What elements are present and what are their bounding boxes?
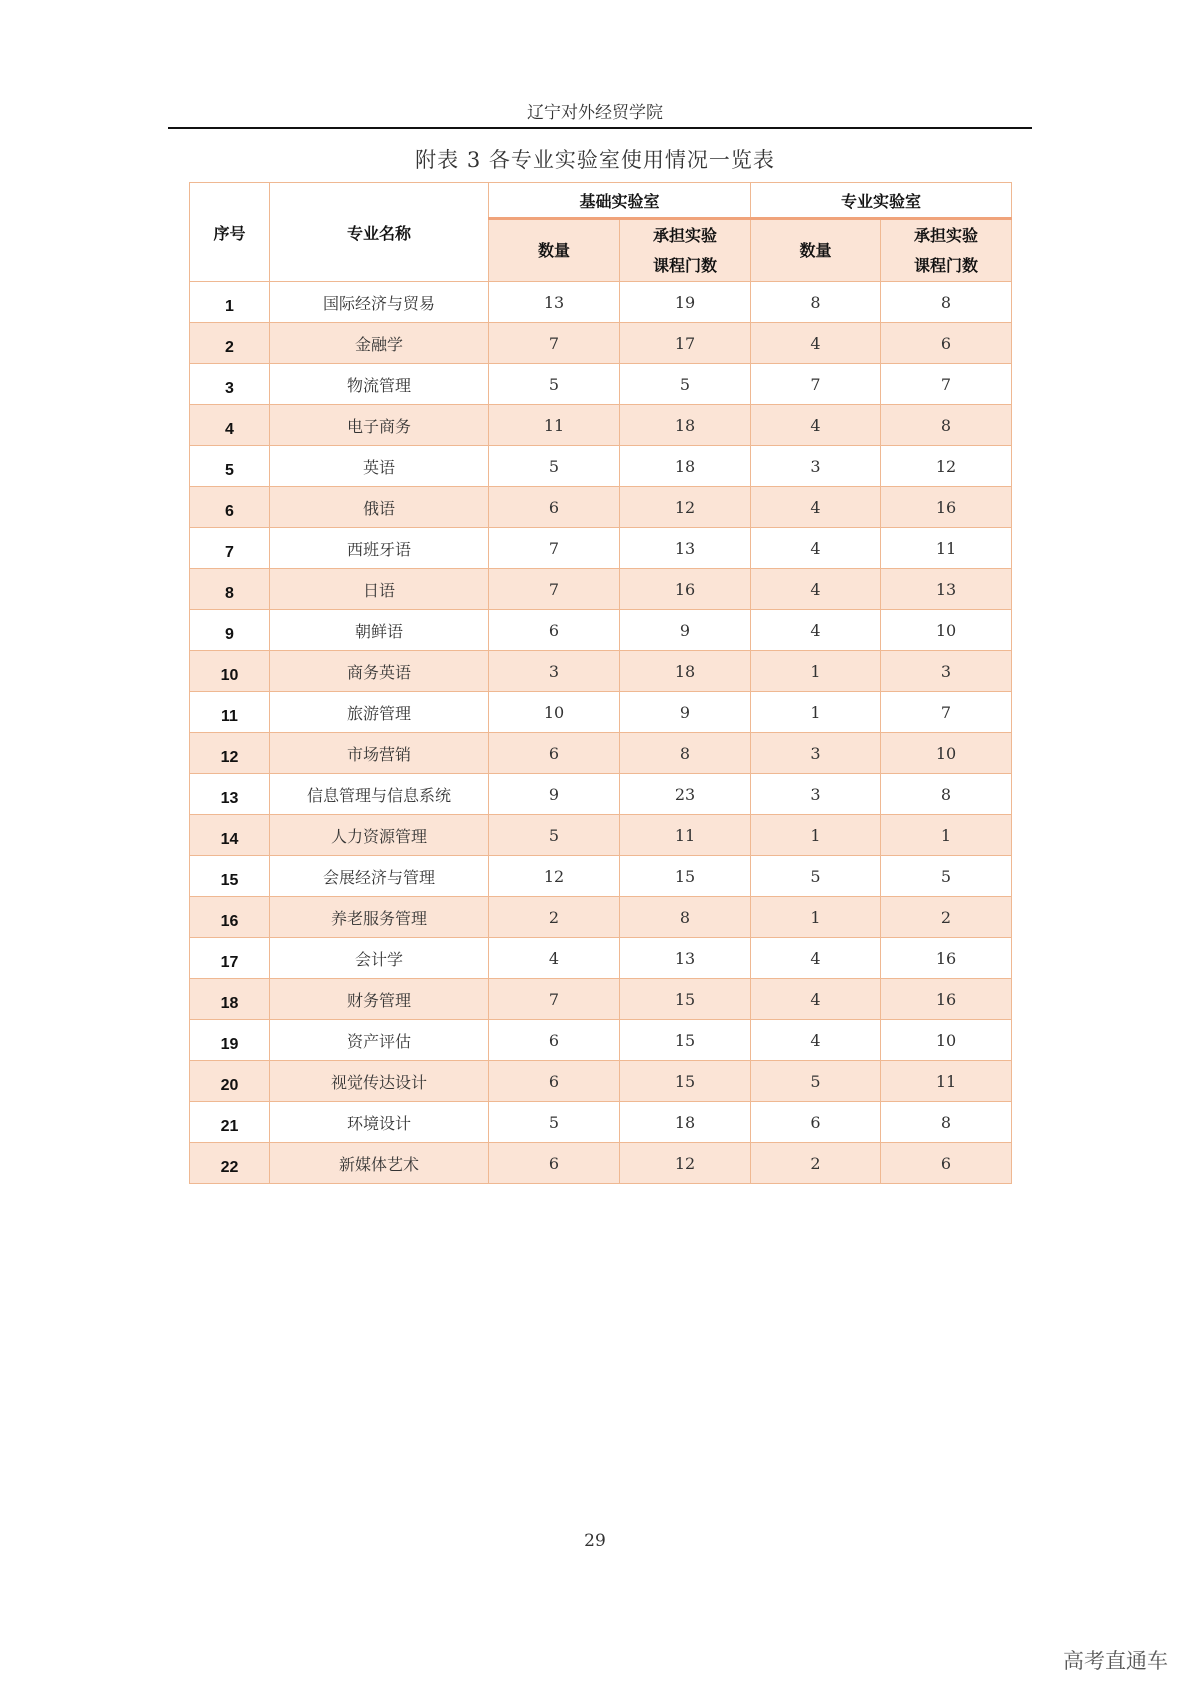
cell-special-count: 1 [751, 815, 881, 856]
cell-basic-count: 6 [489, 1061, 620, 1102]
cell-special-courses: 16 [881, 979, 1012, 1020]
cell-basic-count: 5 [489, 1102, 620, 1143]
table-row [190, 1061, 1012, 1102]
cell-index: 9 [190, 610, 270, 651]
cell-index: 22 [190, 1143, 270, 1184]
cell-basic-courses: 13 [620, 938, 751, 979]
cell-basic-courses: 9 [620, 610, 751, 651]
cell-basic-count: 6 [489, 610, 620, 651]
cell-special-count: 3 [751, 446, 881, 487]
cell-major-name: 商务英语 [270, 651, 489, 692]
cell-major-name: 西班牙语 [270, 528, 489, 569]
header-rule [168, 127, 1032, 129]
cell-basic-count: 5 [489, 815, 620, 856]
table-row [190, 364, 1012, 405]
table-row [190, 774, 1012, 815]
cell-special-courses: 16 [881, 938, 1012, 979]
cell-basic-count: 6 [489, 1020, 620, 1061]
cell-index: 6 [190, 487, 270, 528]
sub-header-line2: 课程门数 [653, 255, 718, 275]
cell-major-name: 市场营销 [270, 733, 489, 774]
table-row [190, 323, 1012, 364]
cell-major-name: 英语 [270, 446, 489, 487]
table-row [190, 446, 1012, 487]
table-row [190, 651, 1012, 692]
cell-basic-courses: 8 [620, 897, 751, 938]
table-row [190, 938, 1012, 979]
group-header-basic-lab: 基础实验室 [489, 183, 751, 219]
cell-basic-courses: 11 [620, 815, 751, 856]
cell-special-count: 4 [751, 528, 881, 569]
cell-index: 4 [190, 405, 270, 446]
table-row [190, 487, 1012, 528]
cell-special-count: 3 [751, 774, 881, 815]
cell-special-courses: 12 [881, 446, 1012, 487]
cell-special-courses: 16 [881, 487, 1012, 528]
cell-major-name: 视觉传达设计 [270, 1061, 489, 1102]
cell-special-count: 1 [751, 692, 881, 733]
table-header-row-top [190, 183, 1012, 219]
cell-special-count: 4 [751, 938, 881, 979]
table-row [190, 528, 1012, 569]
cell-special-count: 3 [751, 733, 881, 774]
cell-basic-courses: 18 [620, 405, 751, 446]
cell-index: 15 [190, 856, 270, 897]
cell-index: 8 [190, 569, 270, 610]
cell-special-courses: 11 [881, 1061, 1012, 1102]
cell-major-name: 新媒体艺术 [270, 1143, 489, 1184]
cell-major-name: 国际经济与贸易 [270, 282, 489, 323]
cell-index: 10 [190, 651, 270, 692]
cell-special-count: 4 [751, 323, 881, 364]
cell-special-courses: 7 [881, 364, 1012, 405]
cell-special-count: 6 [751, 1102, 881, 1143]
cell-basic-count: 6 [489, 487, 620, 528]
cell-special-courses: 10 [881, 610, 1012, 651]
cell-special-count: 4 [751, 569, 881, 610]
cell-basic-count: 6 [489, 1143, 620, 1184]
cell-basic-count: 5 [489, 364, 620, 405]
cell-basic-courses: 16 [620, 569, 751, 610]
table-body [190, 282, 1012, 1184]
sub-header-basic-courses [620, 219, 751, 282]
cell-basic-courses: 17 [620, 323, 751, 364]
cell-special-courses: 8 [881, 774, 1012, 815]
cell-basic-count: 7 [489, 569, 620, 610]
cell-index: 7 [190, 528, 270, 569]
cell-index: 13 [190, 774, 270, 815]
table-row [190, 405, 1012, 446]
cell-major-name: 旅游管理 [270, 692, 489, 733]
cell-index: 3 [190, 364, 270, 405]
table-row [190, 1102, 1012, 1143]
cell-index: 21 [190, 1102, 270, 1143]
cell-index: 12 [190, 733, 270, 774]
cell-basic-courses: 23 [620, 774, 751, 815]
table-row [190, 1143, 1012, 1184]
cell-special-courses: 6 [881, 323, 1012, 364]
cell-special-count: 8 [751, 282, 881, 323]
cell-basic-count: 6 [489, 733, 620, 774]
cell-index: 18 [190, 979, 270, 1020]
cell-special-courses: 2 [881, 897, 1012, 938]
cell-basic-courses: 15 [620, 1020, 751, 1061]
cell-basic-count: 13 [489, 282, 620, 323]
watermark-text: 高考直通车 [1063, 1649, 1168, 1673]
cell-basic-courses: 13 [620, 528, 751, 569]
cell-special-courses: 7 [881, 692, 1012, 733]
cell-special-count: 1 [751, 651, 881, 692]
cell-index: 16 [190, 897, 270, 938]
cell-special-courses: 3 [881, 651, 1012, 692]
cell-special-count: 4 [751, 610, 881, 651]
table-row [190, 979, 1012, 1020]
cell-special-count: 7 [751, 364, 881, 405]
col-header-major: 专业名称 [270, 183, 489, 282]
cell-index: 20 [190, 1061, 270, 1102]
cell-major-name: 电子商务 [270, 405, 489, 446]
page-header-institution: 辽宁对外经贸学院 [527, 103, 663, 123]
cell-major-name: 资产评估 [270, 1020, 489, 1061]
cell-basic-count: 4 [489, 938, 620, 979]
table-row [190, 282, 1012, 323]
cell-basic-courses: 9 [620, 692, 751, 733]
cell-special-courses: 10 [881, 733, 1012, 774]
cell-special-count: 1 [751, 897, 881, 938]
cell-special-courses: 8 [881, 282, 1012, 323]
cell-index: 14 [190, 815, 270, 856]
sub-header-basic-count: 数量 [489, 219, 620, 282]
cell-basic-courses: 15 [620, 1061, 751, 1102]
cell-special-courses: 5 [881, 856, 1012, 897]
cell-index: 11 [190, 692, 270, 733]
cell-major-name: 金融学 [270, 323, 489, 364]
cell-major-name: 信息管理与信息系统 [270, 774, 489, 815]
cell-major-name: 朝鲜语 [270, 610, 489, 651]
cell-basic-courses: 15 [620, 979, 751, 1020]
cell-basic-courses: 18 [620, 1102, 751, 1143]
cell-basic-count: 11 [489, 405, 620, 446]
cell-special-count: 5 [751, 1061, 881, 1102]
cell-basic-count: 12 [489, 856, 620, 897]
cell-major-name: 人力资源管理 [270, 815, 489, 856]
cell-index: 17 [190, 938, 270, 979]
cell-basic-count: 7 [489, 528, 620, 569]
cell-special-count: 4 [751, 487, 881, 528]
cell-special-courses: 8 [881, 1102, 1012, 1143]
table-row [190, 815, 1012, 856]
cell-special-courses: 8 [881, 405, 1012, 446]
cell-basic-courses: 12 [620, 1143, 751, 1184]
group-header-special-lab: 专业实验室 [751, 183, 1012, 219]
cell-basic-count: 10 [489, 692, 620, 733]
cell-index: 1 [190, 282, 270, 323]
col-header-index: 序号 [190, 183, 270, 282]
cell-special-courses: 11 [881, 528, 1012, 569]
cell-special-count: 4 [751, 1020, 881, 1061]
cell-basic-courses: 5 [620, 364, 751, 405]
cell-special-courses: 1 [881, 815, 1012, 856]
table-row [190, 733, 1012, 774]
cell-index: 19 [190, 1020, 270, 1061]
lab-usage-table [189, 182, 1012, 1184]
cell-basic-count: 7 [489, 979, 620, 1020]
cell-basic-count: 7 [489, 323, 620, 364]
table-row [190, 897, 1012, 938]
table-row [190, 692, 1012, 733]
cell-major-name: 会计学 [270, 938, 489, 979]
cell-major-name: 财务管理 [270, 979, 489, 1020]
cell-basic-count: 5 [489, 446, 620, 487]
sub-header-line1: 承担实验 [914, 225, 979, 245]
cell-special-count: 4 [751, 405, 881, 446]
cell-special-count: 2 [751, 1143, 881, 1184]
sub-header-special-courses [881, 219, 1012, 282]
cell-basic-count: 3 [489, 651, 620, 692]
sub-header-line1: 承担实验 [653, 225, 718, 245]
cell-special-count: 5 [751, 856, 881, 897]
cell-basic-courses: 18 [620, 446, 751, 487]
cell-major-name: 物流管理 [270, 364, 489, 405]
cell-basic-count: 2 [489, 897, 620, 938]
cell-major-name: 养老服务管理 [270, 897, 489, 938]
cell-basic-count: 9 [489, 774, 620, 815]
cell-major-name: 会展经济与管理 [270, 856, 489, 897]
sub-header-line2: 课程门数 [914, 255, 979, 275]
cell-index: 2 [190, 323, 270, 364]
table-row [190, 569, 1012, 610]
sub-header-special-count: 数量 [751, 219, 881, 282]
cell-basic-courses: 18 [620, 651, 751, 692]
cell-special-count: 4 [751, 979, 881, 1020]
table-caption: 附表 3 各专业实验室使用情况一览表 [415, 148, 775, 172]
cell-special-courses: 6 [881, 1143, 1012, 1184]
table-row [190, 610, 1012, 651]
page-number: 29 [584, 1531, 606, 1551]
cell-special-courses: 10 [881, 1020, 1012, 1061]
cell-special-courses: 13 [881, 569, 1012, 610]
cell-basic-courses: 15 [620, 856, 751, 897]
table-row [190, 856, 1012, 897]
cell-basic-courses: 12 [620, 487, 751, 528]
cell-major-name: 日语 [270, 569, 489, 610]
cell-basic-courses: 19 [620, 282, 751, 323]
cell-index: 5 [190, 446, 270, 487]
cell-major-name: 环境设计 [270, 1102, 489, 1143]
table-row [190, 1020, 1012, 1061]
cell-basic-courses: 8 [620, 733, 751, 774]
cell-major-name: 俄语 [270, 487, 489, 528]
